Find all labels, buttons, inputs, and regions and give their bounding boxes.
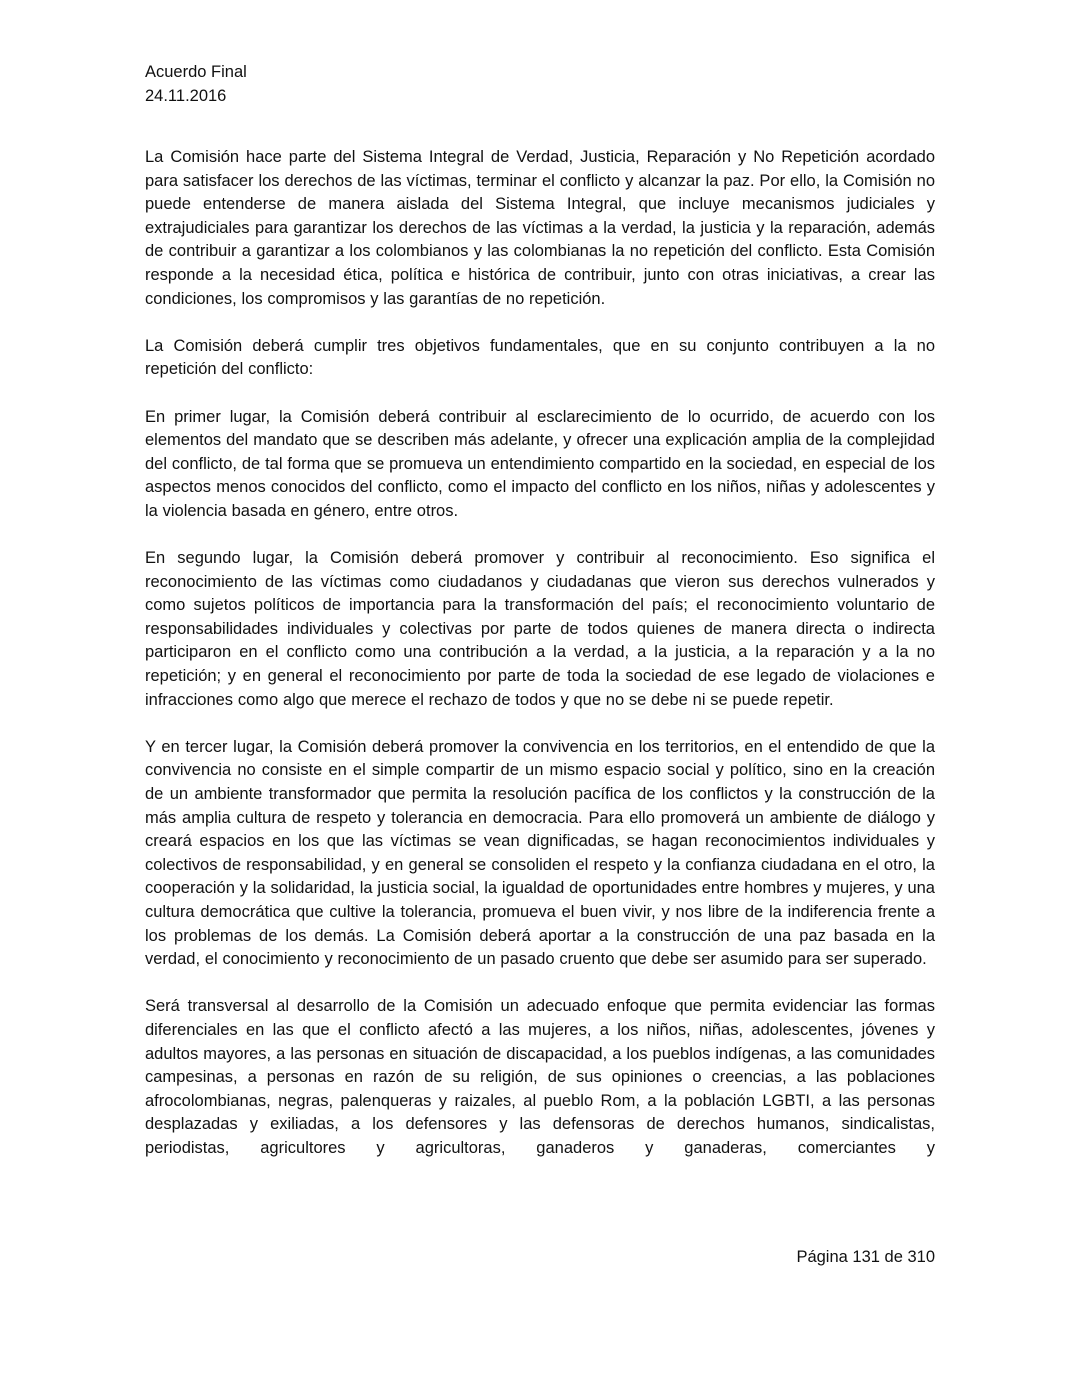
paragraph-segundo-lugar: En segundo lugar, la Comisión deberá promover y contribuir al reconocimiento. Eso significa el reconocimiento de las víctimas como ciudadanos y ciudadanas que vieron sus derechos vulnerados y como sujetos políticos de importancia para la transformación del país; el reconocimiento voluntario de responsabilidades individuales y colectivas por parte de todos quienes de manera directa o indirecta participaron en el conflicto como una contribución a la verdad, a la justicia, a la reparación y a la no repetición; y en general el reconocimiento por parte de toda la sociedad de ese legado de violaciones e infracciones como algo que merece el rechazo de todos y que no se debe ni se puede repetir. <box>145 549 935 709</box>
page-content <box>145 60 935 1161</box>
document-title: Acuerdo Final <box>145 63 247 81</box>
paragraph-sistema-integral: La Comisión hace parte del Sistema Integral de Verdad, Justicia, Reparación y No Repetición acordado para satisfacer los derechos de las víctimas, terminar el conflicto y alcanzar la paz. Por ello, la Comisión no puede entenderse de manera aislada del Sistema Integral, que incluye mecanismos judiciales y extrajudiciales para garantizar los derechos de las víctimas a la verdad, la justicia y la reparación, además de contribuir a garantizar a los colombianos y las colombianas la no repetición del conflicto. Esta Comisión responde a la necesidad ética, política e histórica de contribuir, junto con otras iniciativas, a crear las condiciones, los compromisos y las garantías de no repetición. <box>145 148 935 308</box>
document-date: 24.11.2016 <box>145 87 227 105</box>
paragraph-enfoque-diferencial: Será transversal al desarrollo de la Comisión un adecuado enfoque que permita evidenciar las formas diferenciales en las que el conflicto afectó a las mujeres, a los niños, niñas, adolescentes, jóvenes y adultos mayores, a las personas en situación de discapacidad, a los pueblos indígenas, a las comunidades campesinas, a personas en razón de su religión, de sus opiniones o creencias, a las poblaciones afrocolombianas, negras, palenqueras y raizales, al pueblo Rom, a la población LGBTI, a las personas desplazadas y exiliadas, a los defensores y las defensoras de derechos humanos, sindicalistas, periodistas, agricultores y agricultoras, ganaderos y ganaderas, comerciantes y <box>145 997 935 1157</box>
page-number: Página 131 de 310 <box>796 1248 935 1266</box>
paragraph-tercer-lugar: Y en tercer lugar, la Comisión deberá promover la convivencia en los territorios, en el entendido de que la convivencia no consiste en el simple compartir de un mismo espacio social y político, sino en la creación de un ambiente transformador que permita la resolución pacífica de los conflictos y la construcción de la más amplia cultura de respeto y tolerancia en democracia. Para ello promoverá un ambiente de diálogo y creará espacios en los que las víctimas se vean dignificadas, se hagan reconocimientos individuales y colectivos de responsabilidad, y en general se consoliden el respeto y la confianza ciudadana en el otro, la cooperación y la solidaridad, la justicia social, la igualdad de oportunidades entre hombres y mujeres, y una cultura democrática que cultive la tolerancia, promueva el buen vivir, y nos libre de la indiferencia frente a los problemas de los demás. La Comisión deberá aportar a la construcción de una paz basada en la verdad, el conocimiento y reconocimiento de un pasado cruento que debe ser asumido para ser superado. <box>145 737 935 969</box>
document-header <box>145 60 935 108</box>
paragraph-objetivos: La Comisión deberá cumplir tres objetivos fundamentales, que en su conjunto contribuyen a la no repetición del conflicto: <box>145 336 935 379</box>
paragraph-primer-lugar: En primer lugar, la Comisión deberá contribuir al esclarecimiento de lo ocurrido, de acuerdo con los elementos del mandato que se describen más adelante, y ofrecer una explicación amplia de la complejidad del conflicto, de tal forma que se promueva un entendimiento compartido en la sociedad, en especial de los aspectos menos conocidos del conflicto, como el impacto del conflicto en los niños, niñas y adolescentes y la violencia basada en género, entre otros. <box>145 407 935 520</box>
